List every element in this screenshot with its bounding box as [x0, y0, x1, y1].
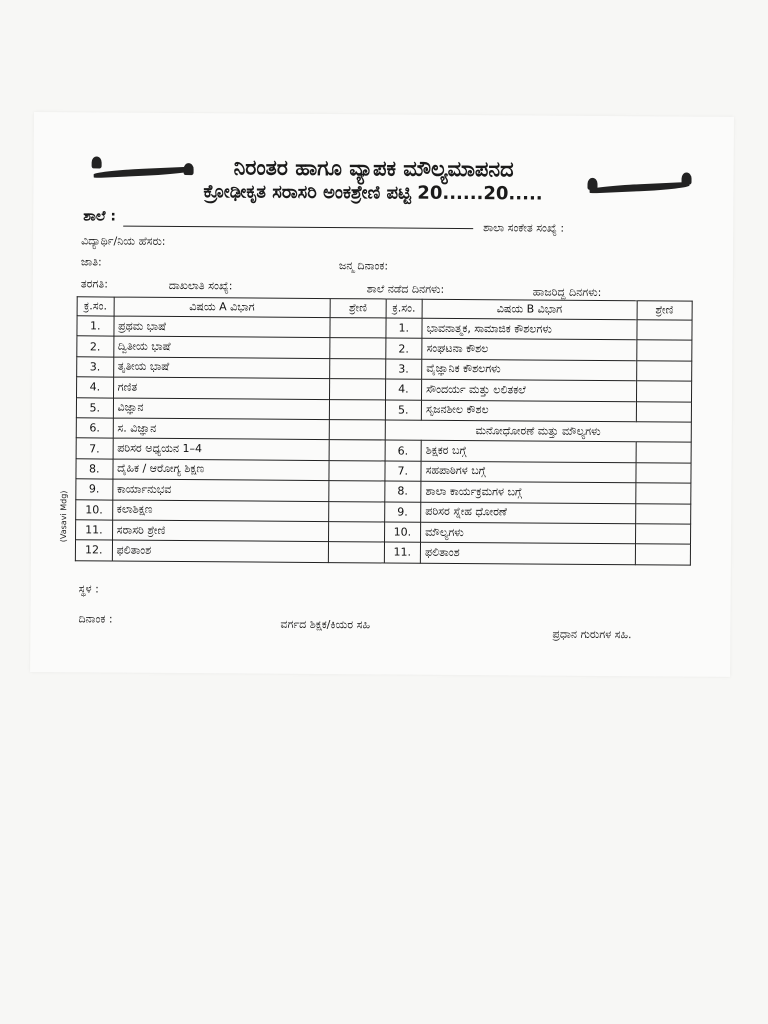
row-a-subject: ವಿಜ್ಞಾನ — [113, 398, 330, 420]
row-a-grade-cell[interactable] — [329, 460, 385, 481]
row-b-subject: ಪರಿಸರ ಸ್ನೇಹ ಧೋರಣೆ — [421, 502, 636, 524]
row-a-number: 4. — [77, 377, 114, 398]
row-a-number: 1. — [77, 316, 114, 337]
row-b-number: 11. — [384, 542, 421, 563]
school-label: ಶಾಲೆ : — [83, 208, 117, 225]
school-line — [123, 226, 473, 229]
row-a-subject: ದ್ವಿತೀಯ ಭಾಷೆ — [113, 336, 330, 358]
dob-label: ಜನ್ಮ ದಿನಾಂಕ: — [338, 259, 389, 273]
row-a-number: 8. — [76, 459, 113, 480]
class-label: ತರಗತಿ: — [80, 277, 108, 291]
row-b-number: 1. — [385, 318, 422, 339]
row-b-subject: ಶಿಕ್ಷಕರ ಬಗ್ಗೆ — [421, 441, 636, 463]
col-grade-b-header: ಶ್ರೇಣಿ — [637, 301, 693, 320]
col-no-b-header: ಕ್ರ.ಸಂ. — [386, 299, 423, 318]
row-b-grade-cell[interactable] — [635, 462, 691, 483]
row-a-subject: ಗಣಿತ — [113, 377, 330, 399]
values-section-header: ಮನೋಧೋರಣೆ ಮತ್ತು ಮೌಲ್ಯಗಳು — [385, 420, 692, 443]
row-b-number: 6. — [385, 440, 422, 461]
admission-no-label: ದಾಖಲಾತಿ ಸಂಖ್ಯೆ: — [168, 278, 233, 293]
row-a-grade-cell[interactable] — [329, 521, 385, 542]
student-name-label: ವಿದ್ಯಾರ್ಥಿ/ನಿಯ ಹೆಸರು: — [81, 234, 166, 248]
row-a-number: 5. — [76, 397, 113, 418]
headmaster-signature-label: ಪ್ರಧಾನ ಗುರುಗಳ ಸಹಿ. — [552, 627, 632, 642]
row-a-subject: ಪರಿಸರ ಅಧ್ಯಯನ 1–4 — [113, 438, 330, 460]
row-b-grade-cell[interactable] — [635, 544, 691, 565]
row-a-subject: ಫಲಿತಾಂಶ — [112, 540, 329, 562]
row-a-grade-cell[interactable] — [329, 440, 385, 461]
row-b-number: 3. — [385, 359, 422, 380]
date-label: ದಿನಾಂಕ : — [78, 612, 113, 626]
school-code-label: ಶಾಲಾ ಸಂಕೇತ ಸಂಖ್ಯೆ : — [483, 221, 565, 235]
row-a-number: 2. — [77, 336, 114, 357]
col-grade-a-header: ಶ್ರೇಣಿ — [330, 299, 386, 318]
row-a-subject: ದೈಹಿಕ / ಆರೋಗ್ಯ ಶಿಕ್ಷಣ — [113, 459, 330, 481]
row-a-number: 11. — [76, 520, 113, 541]
row-b-grade-cell[interactable] — [636, 320, 692, 341]
row-b-number: 4. — [385, 379, 422, 400]
row-b-subject: ಭಾವನಾತ್ಮಕ, ಸಾಮಾಜಿಕ ಕೌಶಲಗಳು — [422, 318, 637, 340]
row-a-subject: ಕಲಾಶಿಕ್ಷಣ — [112, 500, 329, 522]
row-a-grade-cell[interactable] — [330, 338, 386, 359]
row-a-subject: ಸ. ವಿಜ್ಞಾನ — [113, 418, 330, 440]
row-b-subject: ಮೌಲ್ಯಗಳು — [421, 522, 636, 544]
row-a-grade-cell[interactable] — [328, 542, 384, 563]
row-a-subject: ಪ್ರಥಮ ಭಾಷೆ — [114, 316, 331, 338]
school-days-label: ಶಾಲೆ ನಡೆದ ದಿನಗಳು: — [366, 282, 445, 296]
teacher-signature-label: ವರ್ಗದ ಶಿಕ್ಷಕ/ಕಿಯರ ಸಹಿ — [280, 617, 371, 632]
right-logo — [585, 168, 697, 203]
row-a-number: 7. — [76, 438, 113, 459]
row-a-grade-cell[interactable] — [329, 481, 385, 502]
row-a-number: 12. — [75, 540, 112, 561]
row-b-subject: ಸಂಘಟನಾ ಕೌಶಲ — [422, 339, 637, 361]
form-title-line2: ಕ್ರೋಢೀಕೃತ ಸರಾಸರಿ ಅಂಕಶ್ರೇಣಿ ಪಟ್ಟಿ 20......20..... — [203, 181, 543, 205]
row-b-grade-cell[interactable] — [635, 524, 691, 545]
row-a-grade-cell[interactable] — [330, 379, 386, 400]
row-b-grade-cell[interactable] — [636, 401, 692, 422]
row-a-number: 9. — [76, 479, 113, 500]
row-a-number: 3. — [77, 357, 114, 378]
row-b-subject: ಫಲಿತಾಂಶ — [420, 543, 635, 565]
col-subject-a-header: ವಿಷಯ A ವಿಭಾಗ — [114, 297, 331, 318]
row-a-grade-cell[interactable] — [329, 420, 385, 441]
place-label: ಸ್ಥಳ : — [78, 582, 99, 596]
row-b-number: 8. — [384, 481, 421, 502]
row-b-subject: ಸೃಜನಶೀಲ ಕೌಶಲ — [421, 400, 636, 422]
row-b-grade-cell[interactable] — [636, 381, 692, 402]
row-a-subject: ಕಾರ್ಯಾನುಭವ — [112, 479, 329, 501]
report-sheet — [30, 112, 734, 677]
row-a-grade-cell[interactable] — [330, 318, 386, 339]
row-a-subject: ತೃತೀಯ ಭಾಷೆ — [113, 357, 330, 379]
row-b-subject: ಸೌಂದರ್ಯ ಮತ್ತು ಲಲಿತಕಲೆ — [422, 379, 637, 401]
form-title-line1: ನಿರಂತರ ಹಾಗೂ ವ್ಯಾಪಕ ಮೌಲ್ಯಮಾಪನದ — [233, 155, 514, 182]
row-a-number: 6. — [76, 418, 113, 439]
row-b-subject: ವೈಜ್ಞಾನಿಕ ಕೌಶಲಗಳು — [422, 359, 637, 381]
row-a-number: 10. — [76, 499, 113, 520]
row-b-number: 10. — [384, 522, 421, 543]
row-a-grade-cell[interactable] — [330, 358, 386, 379]
row-b-grade-cell[interactable] — [636, 442, 692, 463]
row-b-subject: ಸಹಪಾಠಿಗಳ ಬಗ್ಗೆ — [421, 461, 636, 483]
row-b-grade-cell[interactable] — [636, 340, 692, 361]
grade-table — [75, 296, 693, 565]
col-subject-b-header: ವಿಷಯ B ವಿಭಾಗ — [422, 299, 637, 319]
row-a-grade-cell[interactable] — [329, 501, 385, 522]
attended-days-label: ಹಾಜರಿದ್ದ ದಿನಗಳು: — [532, 285, 602, 299]
row-b-subject: ಶಾಲಾ ಕಾರ್ಯಕ್ರಮಗಳ ಬಗ್ಗೆ — [421, 481, 636, 503]
table-row — [75, 540, 690, 565]
row-b-number: 9. — [384, 501, 421, 522]
col-no-a-header: ಕ್ರ.ಸಂ. — [77, 297, 114, 316]
row-b-number: 2. — [385, 338, 422, 359]
row-a-grade-cell[interactable] — [329, 399, 385, 420]
publisher-mark: (Vasavi Mdg) — [58, 490, 69, 543]
left-logo — [89, 152, 201, 187]
row-b-number: 5. — [385, 400, 422, 421]
row-b-number: 7. — [384, 461, 421, 482]
row-b-grade-cell[interactable] — [635, 483, 691, 504]
row-a-subject: ಸರಾಸರಿ ಶ್ರೇಣಿ — [112, 520, 329, 542]
caste-label: ಜಾತಿ: — [80, 255, 102, 269]
row-b-grade-cell[interactable] — [635, 503, 691, 524]
row-b-grade-cell[interactable] — [636, 360, 692, 381]
